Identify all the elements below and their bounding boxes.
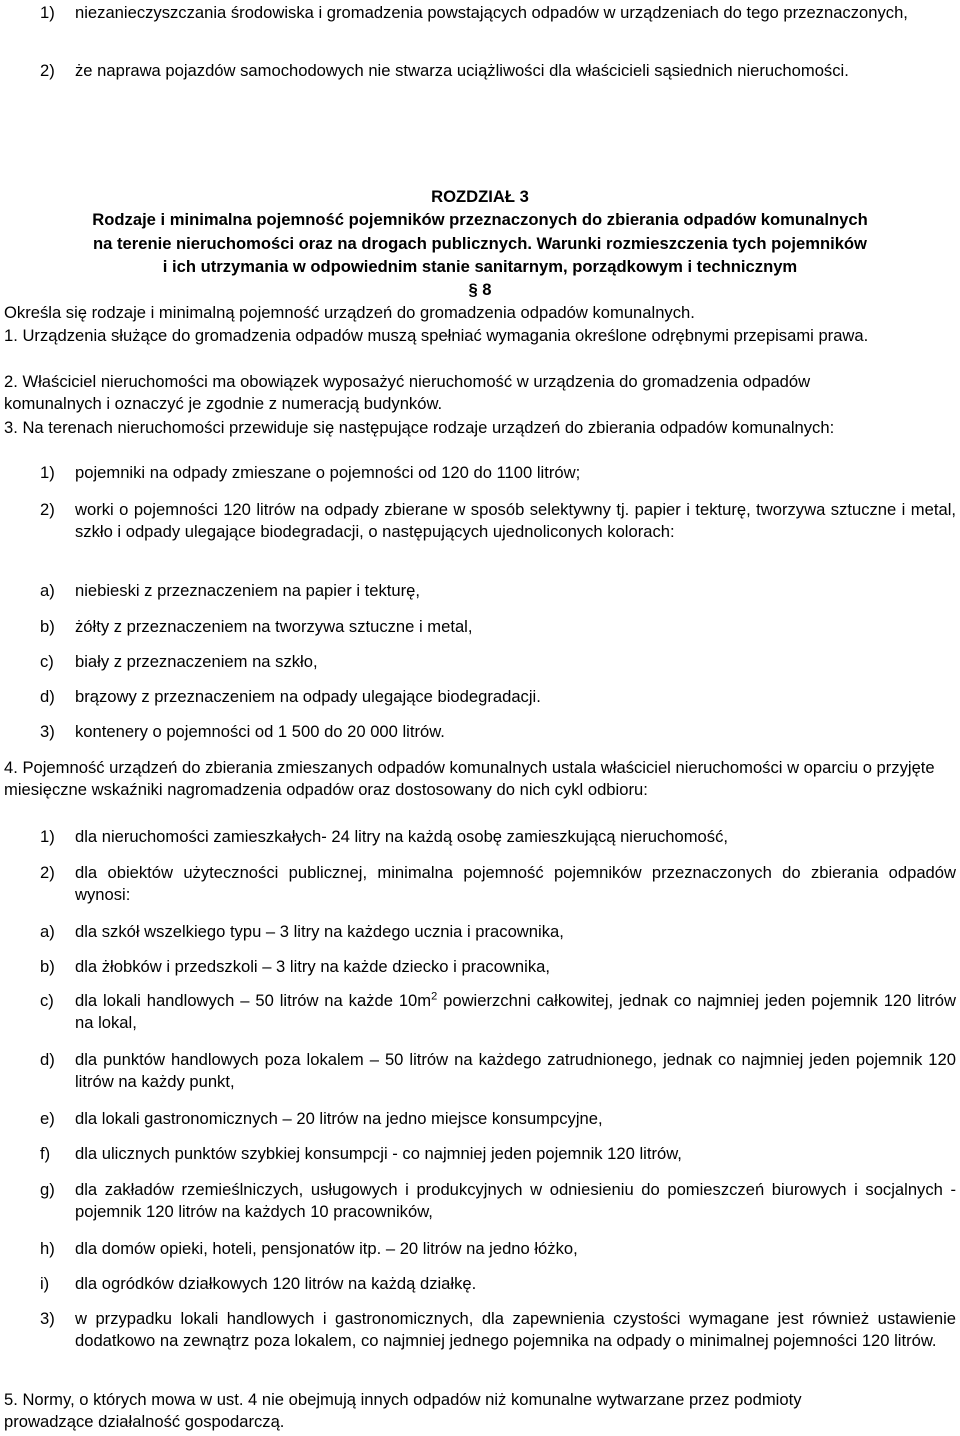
list4-sub-e: e) dla lokali gastronomicznych – 20 litrów na jedno miejsce konsumpcyjne, — [40, 1109, 603, 1128]
list4-item-3: 3) w przypadku lokali handlowych i gastronomicznych, dla zapewnienia czystości wymagane jest również ustawienie dodatkowo na zewnątrz poza lokalem, co najmniej jednego pojemnika na odpady o minimalnej pojemności 120 litrów. — [40, 1309, 956, 1350]
list4-sub-a: a) dla szkół wszelkiego typu – 3 litry na każdego ucznia i pracownika, — [40, 922, 564, 941]
paragraph-2: 2. Właściciel nieruchomości ma obowiązek wyposażyć nieruchomość w urządzenia do gromadzenia odpadów komunalnych i oznaczyć je zgodnie z numeracją budynków. — [4, 372, 811, 413]
chapter-title-line-2: na terenie nieruchomości oraz na drogach publicznych. Warunki rozmieszczenia tych pojemników — [93, 234, 867, 253]
top-list-item-2: 2) że naprawa pojazdów samochodowych nie stwarza uciążliwości dla właścicieli sąsiednich nieruchomości. — [40, 61, 849, 80]
list3-item-3: 3) kontenery o pojemności od 1 500 do 20 000 litrów. — [40, 722, 445, 741]
paragraph-1: 1. Urządzenia służące do gromadzenia odpadów muszą spełniać wymagania określone odrębnymi przepisami prawa. — [4, 326, 869, 345]
section-sign: § 8 — [468, 280, 492, 299]
list4-sub-h: h) dla domów opieki, hoteli, pensjonatów itp. – 20 litrów na jedno łóżko, — [40, 1239, 578, 1258]
list4-sub-d: d) dla punktów handlowych poza lokalem – 50 litrów na każdego zatrudnionego, jednak co najmniej jeden pojemnik 120 litrów na każdy punkt, — [40, 1050, 956, 1091]
list4-sub-g: g) dla zakładów rzemieślniczych, usługowych i produkcyjnych w odniesieniu do pomieszczeń biurowych i socjalnych - pojemnik 120 litrów na każdych 10 pracowników, — [40, 1180, 956, 1221]
top-list-item-1: 1) niezanieczyszczania środowiska i gromadzenia powstających odpadów w urządzeniach do tego przeznaczonych, — [40, 3, 908, 22]
list4-item-1: 1) dla nieruchomości zamieszkałych- 24 litry na każdą osobę zamieszkującą nieruchomość, — [40, 827, 728, 846]
chapter-title-line-1: Rodzaje i minimalna pojemność pojemników przeznaczonych do zbierania odpadów komunalnych — [92, 210, 868, 229]
paragraph-4: 4. Pojemność urządzeń do zbierania zmieszanych odpadów komunalnych ustala właściciel nieruchomości w oparciu o przyjęte miesięczne wskaźniki nagromadzenia odpadów oraz dostosowany do nich cykl odbioru: — [4, 758, 935, 799]
paragraph-5: 5. Normy, o których mowa w ust. 4 nie obejmują innych odpadów niż komunalne wytwarzane przez podmioty prowadzące działalność gospodarczą. — [4, 1390, 802, 1431]
list3-color-d: d) brązowy z przeznaczeniem na odpady ulegające biodegradacji. — [40, 687, 541, 706]
list3-item-2: 2) worki o pojemności 120 litrów na odpady zbierane w sposób selektywny tj. papier i tekturę, tworzywa sztuczne i metal, szkło i odpady ulegające biodegradacji, o następujących ujednoliconych kolorach: — [40, 500, 956, 541]
list4-sub-c: c) dla lokali handlowych – 50 litrów na każde $10m^2$ powierzchni całkowitej, jednak co najmniej jeden pojemnik 120 litrów na lokal, — [40, 990, 957, 1032]
list4-sub-f: f) dla ulicznych punktów szybkiej konsumpcji - co najmniej jeden pojemnik 120 litrów, — [40, 1144, 682, 1163]
list3-color-b: b) żółty z przeznaczeniem na tworzywa sztuczne i metal, — [40, 617, 473, 636]
list3-item-1: 1) pojemniki na odpady zmieszane o pojemności od 120 do 1100 litrów; — [40, 463, 581, 482]
list4-sub-i: i) dla ogródków działkowych 120 litrów na każdą działkę. — [40, 1274, 477, 1293]
list3-color-c: c) biały z przeznaczeniem na szkło, — [40, 652, 318, 671]
list4-sub-b: b) dla żłobków i przedszkoli – 3 litry na każde dziecko i pracownika, — [40, 957, 550, 976]
chapter-title-line-3: i ich utrzymania w odpowiednim stanie sanitarnym, porządkowym i technicznym — [162, 257, 798, 276]
paragraph-intro: Określa się rodzaje i minimalną pojemność urządzeń do gromadzenia odpadów komunalnych. — [4, 303, 695, 322]
paragraph-3: 3. Na terenach nieruchomości przewiduje się następujące rodzaje urządzeń do zbierania odpadów komunalnych: — [4, 418, 835, 437]
list3-color-a: a) niebieski z przeznaczeniem na papier i tekturę, — [40, 581, 420, 600]
chapter-number: ROZDZIAŁ 3 — [431, 187, 529, 206]
list4-item-2: 2) dla obiektów użyteczności publicznej, minimalna pojemność pojemników przeznaczonych do zbierania odpadów wynosi: — [40, 863, 956, 904]
